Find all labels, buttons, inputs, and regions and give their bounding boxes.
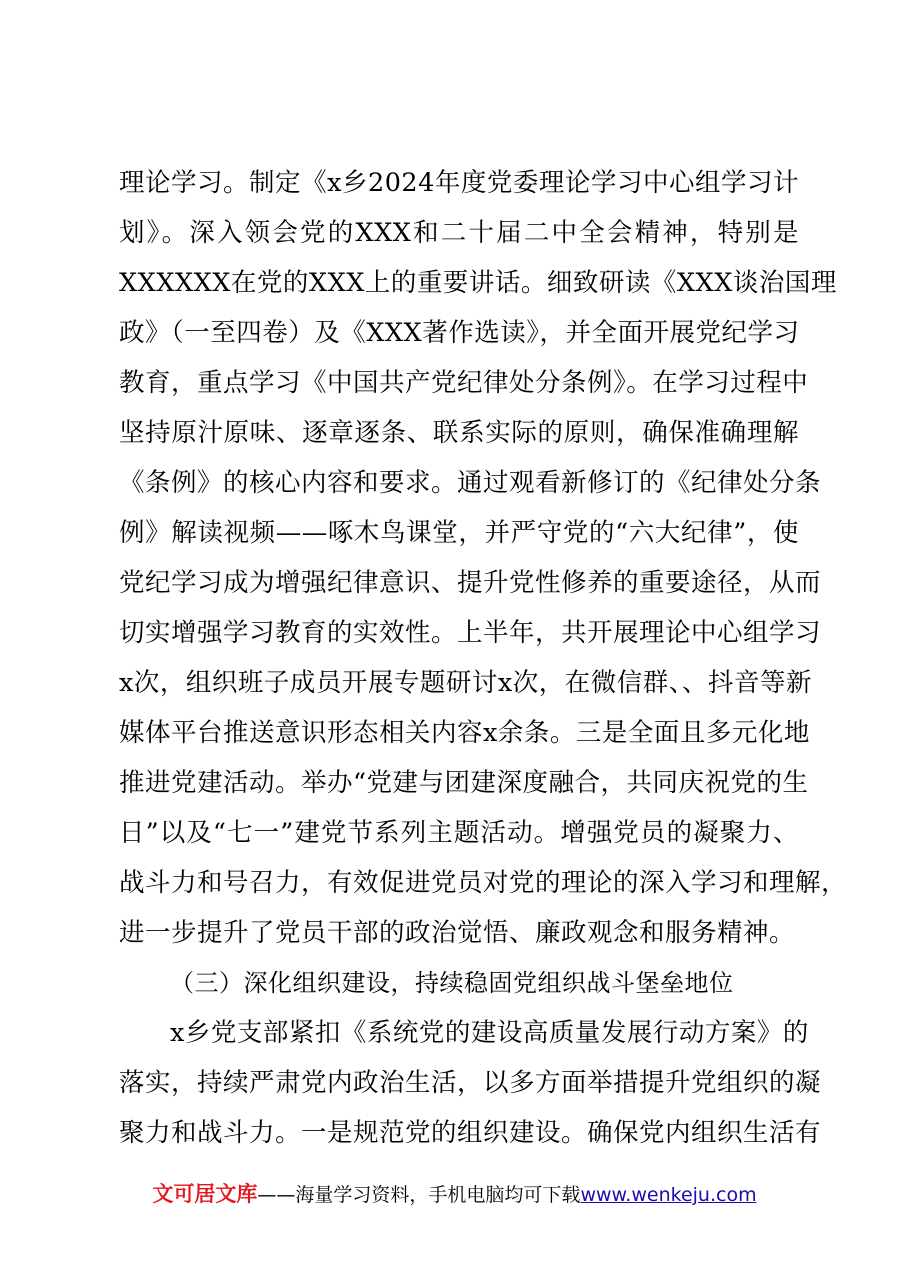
- text-line: 《条例》的核心内容和要求。通过观看新修订的《纪律处分条: [119, 468, 822, 498]
- text-line: 理论学习。制定《x乡2024年度党委理论学习中心组学习计: [119, 168, 799, 198]
- text-line: x次，组织班子成员开展专题研讨x次，在微信群、、抖音等新: [119, 668, 813, 698]
- text-line: 划》。深入领会党的XXX和二十届二中全会精神，特别是: [119, 218, 799, 248]
- text-line: XXXXXX在党的XXX上的重要讲话。细致研读《XXX谈治国理: [119, 268, 837, 298]
- footer-tagline: ——海量学习资料，手机电脑均可下载: [257, 1184, 581, 1206]
- footer-brand: 文可居文库: [152, 1182, 258, 1206]
- text-line: 推进党建活动。举办“党建与团建深度融合，共同庆祝党的生: [119, 768, 809, 798]
- text-line: 日”以及“七一”建党节系列主题活动。增强党员的凝聚力、: [119, 818, 799, 848]
- paragraph-end-line: 进一步提升了党员干部的政治觉悟、廉政观念和服务精神。: [119, 918, 796, 948]
- text-line: 政》（一至四卷）及《XXX著作选读》，并全面开展党纪学习: [119, 318, 800, 348]
- text-line: 落实，持续严肃党内政治生活，以多方面举措提升党组织的凝: [119, 1068, 822, 1098]
- text-line: 聚力和战斗力。一是规范党的组织建设。确保党内组织生活有: [119, 1118, 822, 1148]
- text-line: 党纪学习成为增强纪律意识、提升党性修养的重要途径，从而: [119, 568, 822, 598]
- text-line: 媒体平台推送意识形态相关内容x余条。三是全面且多元化地: [119, 718, 810, 748]
- text-line: 切实增强学习教育的实效性。上半年，共开展理论中心组学习: [119, 618, 822, 648]
- section-heading: （三）深化组织建设，持续稳固党组织战斗堡垒地位: [170, 969, 734, 997]
- paragraph-start-line: x乡党支部紧扣《系统党的建设高质量发展行动方案》的: [170, 1018, 809, 1048]
- footer-banner: [0, 1178, 909, 1208]
- text-line: 例》解读视频——啄木鸟课堂，并严守党的“六大纪律”，使: [119, 518, 799, 548]
- text-line: 战斗力和号召力，有效促进党员对党的理论的深入学习和理解，: [119, 868, 848, 898]
- document-body: [119, 158, 848, 1158]
- text-line: 教育，重点学习《中国共产党纪律处分条例》。在学习过程中: [119, 368, 809, 398]
- footer-link[interactable]: www.wenkeju.com: [580, 1184, 757, 1206]
- text-line: 坚持原汁原味、逐章逐条、联系实际的原则，确保准确理解: [119, 418, 799, 448]
